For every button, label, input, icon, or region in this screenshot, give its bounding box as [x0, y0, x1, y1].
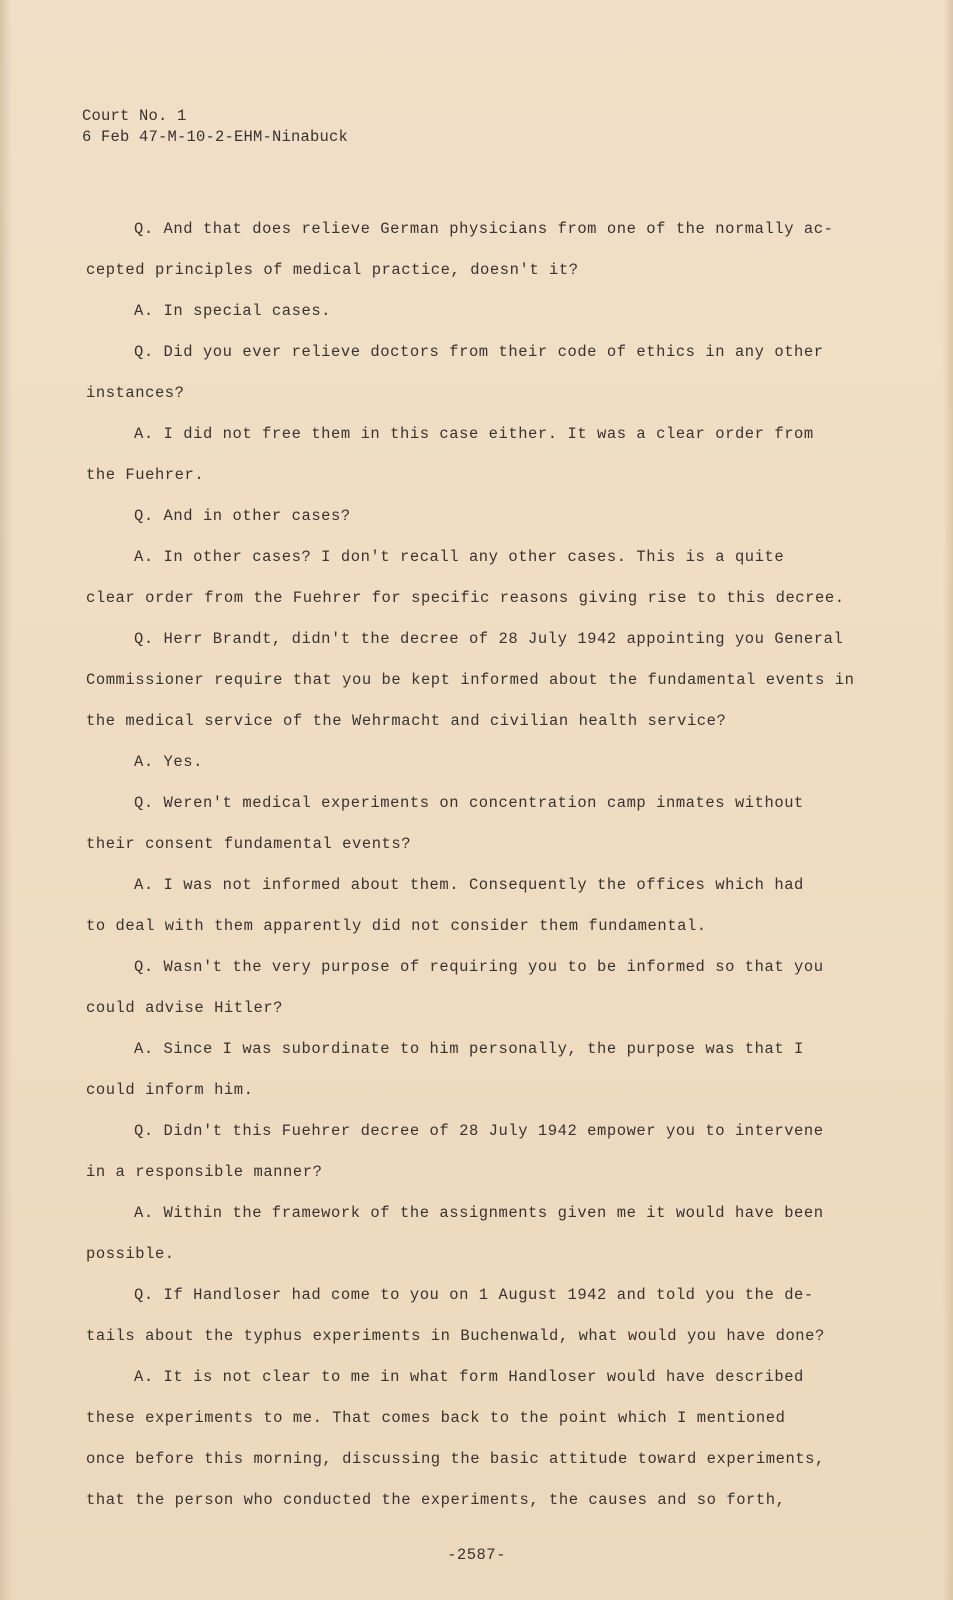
transcript-line: Q. Herr Brandt, didn't the decree of 28 July 1942 appointing you General [134, 630, 844, 648]
transcript-line: that the person who conducted the experiments, the causes and so forth, [86, 1491, 786, 1509]
transcript-line: A. Since I was subordinate to him personally, the purpose was that I [134, 1040, 804, 1058]
transcript-line: Commissioner require that you be kept informed about the fundamental events in [86, 671, 855, 689]
transcript-line: A. It is not clear to me in what form Handloser would have described [134, 1368, 804, 1386]
transcript-line: Q. Didn't this Fuehrer decree of 28 July 1942 empower you to intervene [134, 1122, 824, 1140]
transcript-line: to deal with them apparently did not consider them fundamental. [86, 917, 707, 935]
transcript-line: A. I was not informed about them. Consequently the offices which had [134, 876, 804, 894]
transcript-line: the medical service of the Wehrmacht and civilian health service? [86, 712, 727, 730]
transcript-line: could inform him. [86, 1081, 254, 1099]
transcript-line: A. Yes. [134, 753, 203, 771]
transcript-line: tails about the typhus experiments in Buchenwald, what would you have done? [86, 1327, 825, 1345]
page-number: -2587- [447, 1546, 506, 1564]
transcript-line: A. In special cases. [134, 302, 332, 320]
transcript-body [86, 218, 876, 1530]
document-header [82, 106, 348, 148]
transcript-line: cepted principles of medical practice, doesn't it? [86, 261, 579, 279]
transcript-line: A. In other cases? I don't recall any other cases. This is a quite [134, 548, 785, 566]
transcript-line: possible. [86, 1245, 175, 1263]
transcript-line: Q. And that does relieve German physicians from one of the normally ac- [134, 220, 834, 238]
transcript-line: Q. And in other cases? [134, 507, 351, 525]
transcript-line: Q. Did you ever relieve doctors from their code of ethics in any other [134, 343, 824, 361]
transcript-line: clear order from the Fuehrer for specific reasons giving rise to this decree. [86, 589, 845, 607]
transcript-line: could advise Hitler? [86, 999, 284, 1017]
session-code: 6 Feb 47-M-10-2-EHM-Ninabuck [82, 128, 349, 146]
transcript-line: A. I did not free them in this case either. It was a clear order from [134, 425, 814, 443]
transcript-line: their consent fundamental events? [86, 835, 412, 853]
transcript-line: Q. If Handloser had come to you on 1 August 1942 and told you the de- [134, 1286, 814, 1304]
transcript-line: instances? [86, 384, 185, 402]
court-label: Court No. 1 [82, 107, 187, 125]
transcript-line: these experiments to me. That comes back to the point which I mentioned [86, 1409, 786, 1427]
paper-edge-left [0, 0, 12, 1600]
transcript-line: A. Within the framework of the assignments given me it would have been [134, 1204, 824, 1222]
transcript-line: the Fuehrer. [86, 466, 205, 484]
transcript-line: Q. Wasn't the very purpose of requiring you to be informed so that you [134, 958, 824, 976]
transcript-line: Q. Weren't medical experiments on concentration camp inmates without [134, 794, 804, 812]
paper-edge-right [943, 0, 953, 1600]
transcript-line: once before this morning, discussing the basic attitude toward experiments, [86, 1450, 825, 1468]
transcript-line: in a responsible manner? [86, 1163, 323, 1181]
